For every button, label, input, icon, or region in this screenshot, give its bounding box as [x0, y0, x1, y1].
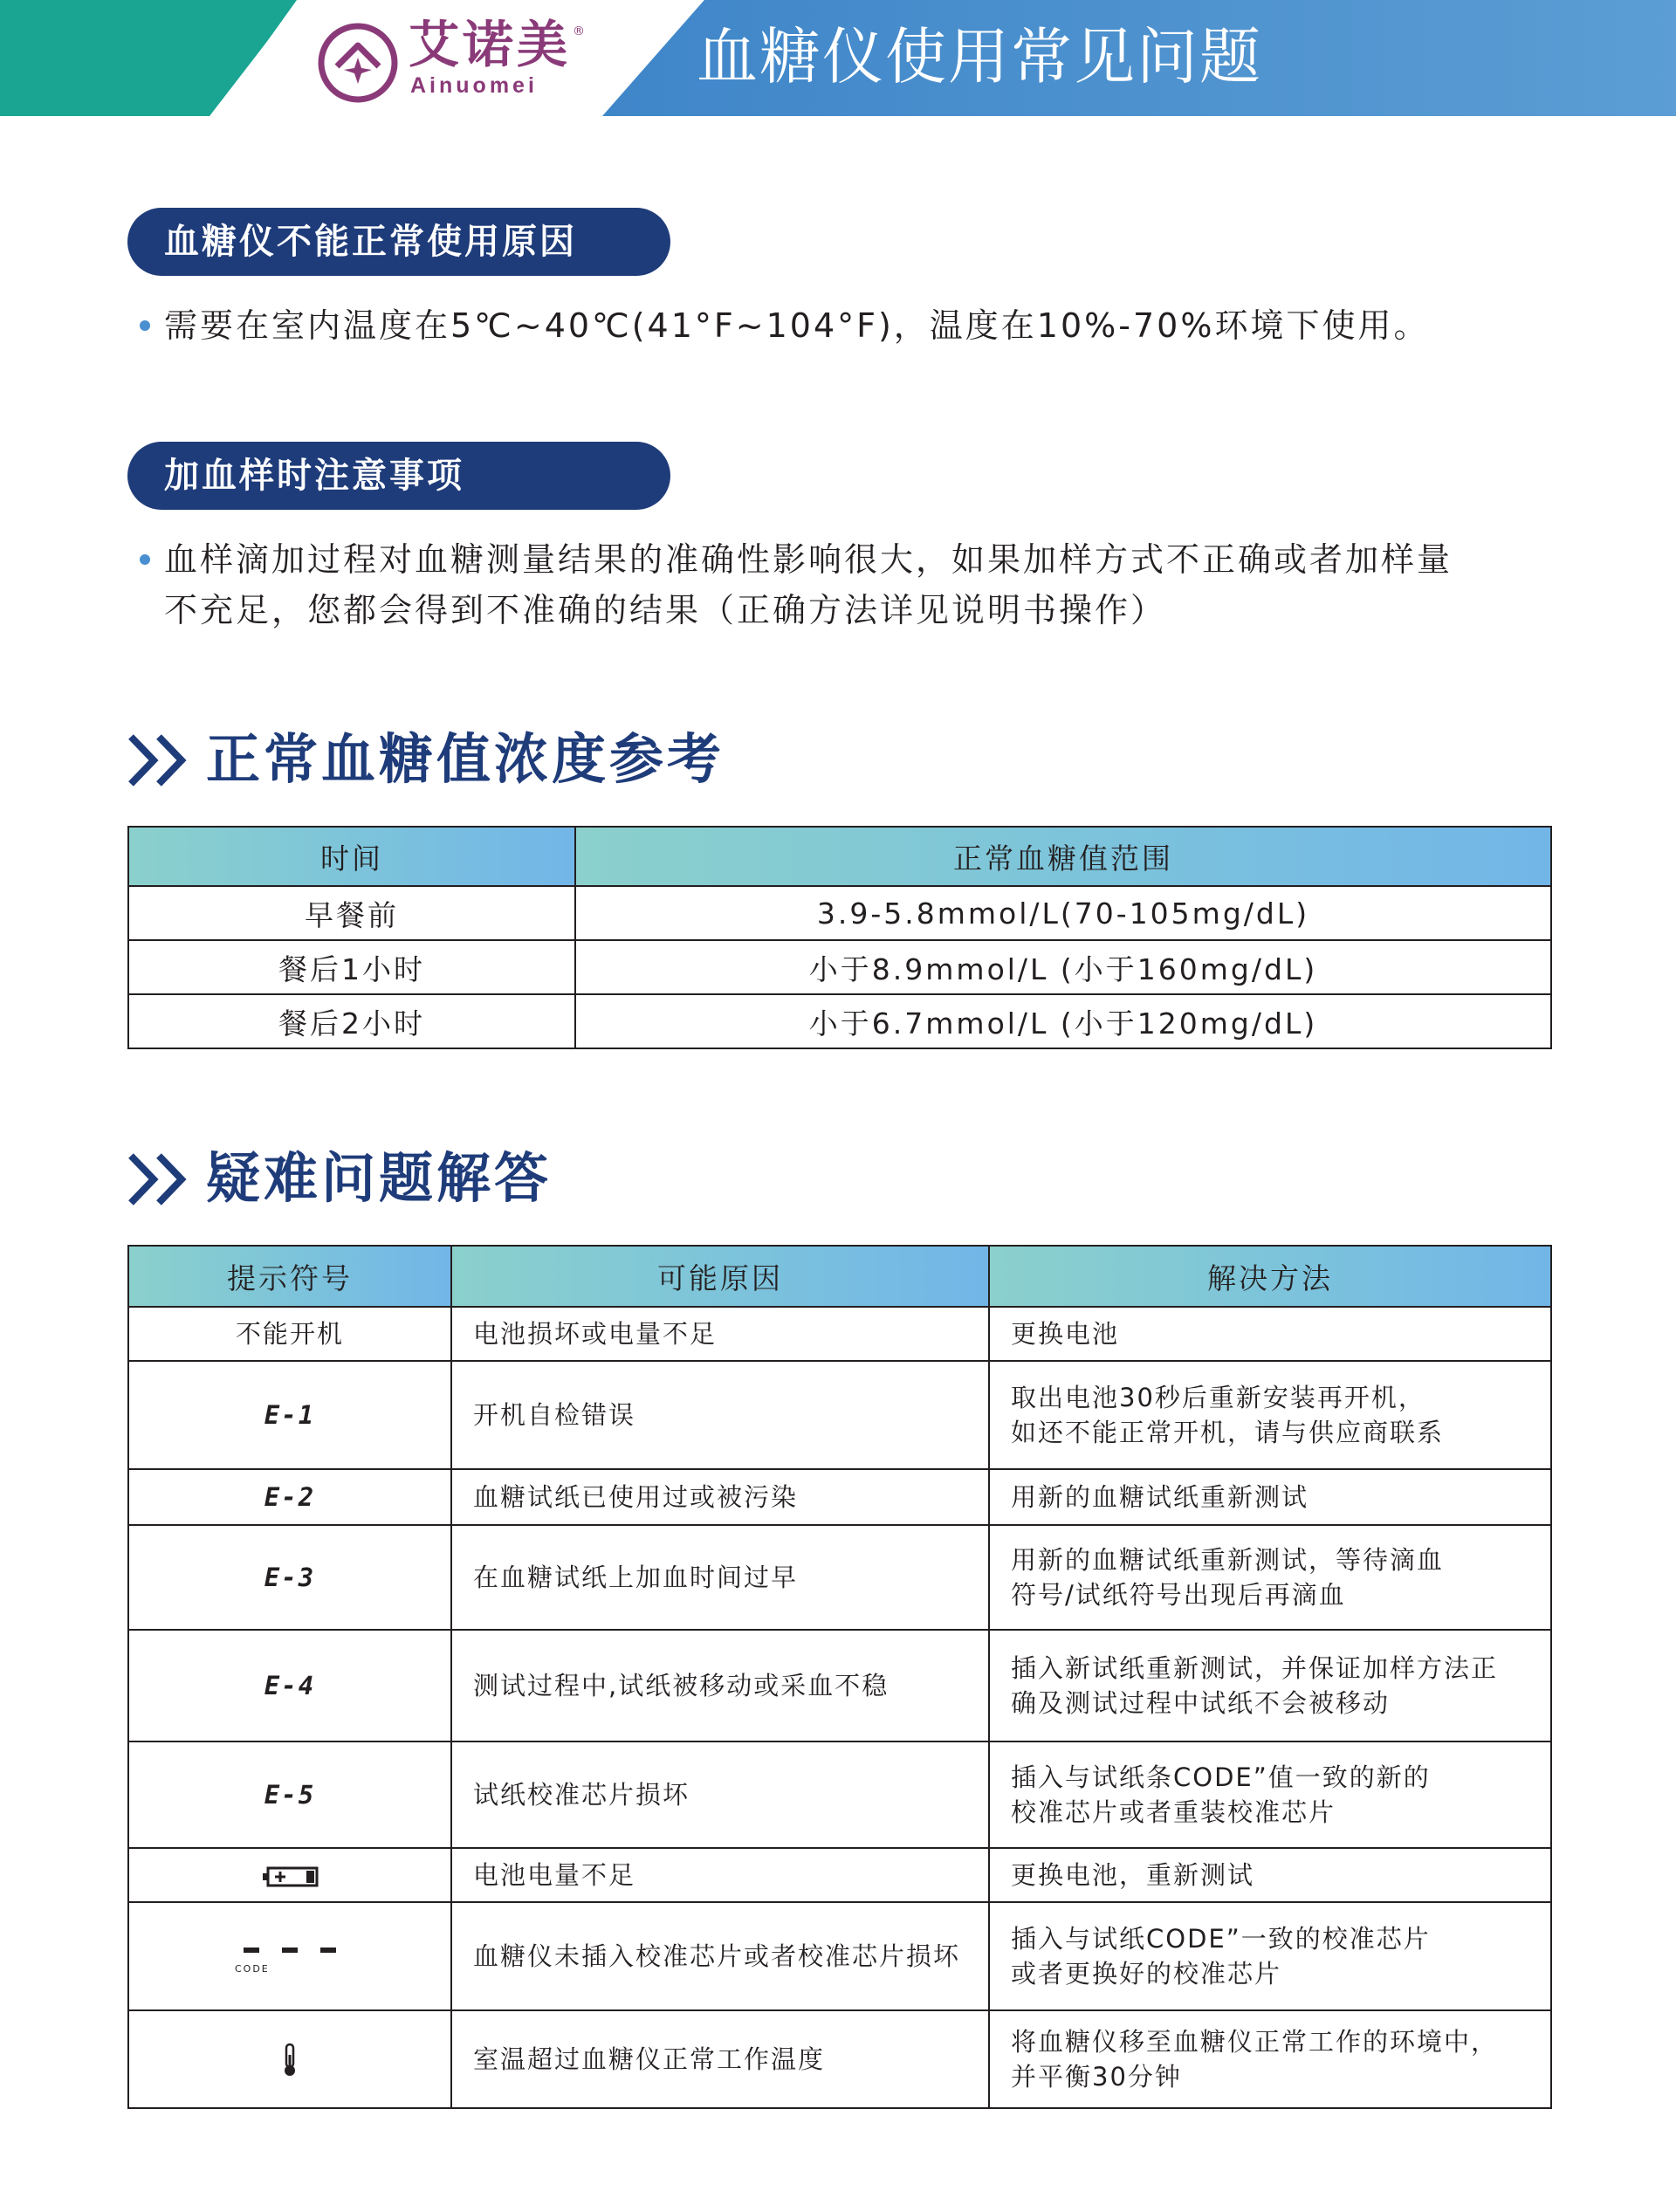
- section-heading-text: 正常血糖值浓度参考: [206, 727, 725, 791]
- sample-notes-line-1: 血样滴加过程对血糖测量结果的准确性影响很大，如果加样方式不正确或者加样量: [164, 540, 1453, 579]
- cause-cell: 试纸校准芯片损坏: [451, 1741, 989, 1848]
- error-code-cell: E-3: [128, 1525, 451, 1630]
- battery-low-icon: [261, 1865, 319, 1888]
- solution-cell: 更换电池: [989, 1307, 1551, 1361]
- thermometer-icon: [281, 2043, 299, 2078]
- time-cell: 早餐前: [128, 886, 575, 940]
- symbol-cell: [128, 1902, 451, 2010]
- column-header-cause: 可能原因: [451, 1246, 989, 1307]
- table-row: [128, 1469, 1551, 1525]
- table-row: [128, 1848, 1551, 1902]
- column-header-time: 时间: [128, 827, 575, 886]
- solution-cell: 插入与试纸条CODE”值一致的新的 校准芯片或者重装校准芯片: [989, 1741, 1551, 1848]
- section-heading-text: 疑难问题解答: [206, 1146, 553, 1210]
- solution-cell: 插入与试纸CODE”一致的校准芯片 或者更换好的校准芯片: [989, 1902, 1551, 2010]
- solution-cell: 将血糖仪移至血糖仪正常工作的环境中， 并平衡30分钟: [989, 2010, 1551, 2108]
- usage-conditions-paragraph: [140, 300, 1536, 351]
- error-code-cell: E-1: [128, 1361, 451, 1469]
- table-row: [128, 1361, 1551, 1469]
- code-dashes-icon: [233, 1932, 347, 1981]
- cause-cell: 电池损坏或电量不足: [451, 1307, 989, 1361]
- range-cell: 3.9-5.8mmol/L(70-105mg/dL): [575, 886, 1551, 940]
- range-cell: 小于6.7mmol/L (小于120mg/dL): [575, 994, 1551, 1048]
- error-code-cell: E-4: [128, 1630, 451, 1741]
- solution-cell: 用新的血糖试纸重新测试: [989, 1469, 1551, 1525]
- cause-cell: 室温超过血糖仪正常工作温度: [451, 2010, 989, 2108]
- time-cell: 餐后2小时: [128, 994, 575, 1048]
- table-row: [128, 886, 1551, 940]
- error-code-cell: E-2: [128, 1469, 451, 1525]
- column-header-symbol: 提示符号: [128, 1246, 451, 1307]
- table-row: [128, 1307, 1551, 1361]
- time-cell: 餐后1小时: [128, 940, 575, 994]
- page-title: 血糖仪使用常见问题: [697, 21, 1262, 93]
- sample-notes-paragraph: [140, 534, 1571, 635]
- double-chevron-icon: [127, 1151, 192, 1208]
- solution-cell: 取出电池30秒后重新安装再开机， 如还不能正常开机，请与供应商联系: [989, 1361, 1551, 1469]
- cause-cell: 开机自检错误: [451, 1361, 989, 1469]
- section-title-usage-conditions: 血糖仪不能正常使用原因: [127, 208, 670, 276]
- table-row: [128, 1741, 1551, 1848]
- table-row: [128, 1525, 1551, 1630]
- column-header-solution: 解决方法: [989, 1246, 1551, 1307]
- cause-cell: 血糖仪未插入校准芯片或者校准芯片损坏: [451, 1902, 989, 2010]
- table-row: [128, 940, 1551, 994]
- cause-cell: 在血糖试纸上加血时间过早: [451, 1525, 989, 1630]
- table-row: [128, 2010, 1551, 2108]
- section-title-sample-notes: 加血样时注意事项: [127, 442, 670, 510]
- error-code-cell: E-5: [128, 1741, 451, 1848]
- column-header-range: 正常血糖值范围: [575, 827, 1551, 886]
- solution-cell: 更换电池，重新测试: [989, 1848, 1551, 1902]
- double-chevron-icon: [127, 732, 192, 789]
- brand-registered-mark: ®: [573, 24, 585, 38]
- table-header-row: [128, 1246, 1551, 1307]
- house-logo-icon: [318, 23, 398, 103]
- cause-cell: 测试过程中,试纸被移动或采血不稳: [451, 1630, 989, 1741]
- bullet-dot: [140, 554, 150, 565]
- table-row: [128, 994, 1551, 1048]
- table-row: [128, 1630, 1551, 1741]
- brand-subtitle: Ainuomei: [410, 73, 538, 98]
- usage-conditions-text: 需要在室内温度在5℃~40℃(41°F~104°F)，温度在10%-70%环境下使用。: [164, 306, 1430, 345]
- solution-cell: 插入新试纸重新测试，并保证加样方法正 确及测试过程中试纸不会被移动: [989, 1630, 1551, 1741]
- code-label: CODE: [235, 1963, 270, 1975]
- troubleshooting-table: [127, 1245, 1552, 2109]
- brand-name: 艾诺美: [409, 15, 572, 74]
- symbol-cell: [128, 2010, 451, 2108]
- solution-cell: 用新的血糖试纸重新测试，等待滴血 符号/试纸符号出现后再滴血: [989, 1525, 1551, 1630]
- glucose-reference-table: [127, 826, 1552, 1049]
- sample-notes-line-2: 不充足，您都会得到不准确的结果（正确方法详见说明书操作）: [164, 591, 1167, 629]
- range-cell: 小于8.9mmol/L (小于160mg/dL): [575, 940, 1551, 994]
- symbol-cell: [128, 1848, 451, 1902]
- cause-cell: 电池电量不足: [451, 1848, 989, 1902]
- bullet-dot: [140, 320, 150, 331]
- table-header-row: [128, 827, 1551, 886]
- symbol-cell: 不能开机: [128, 1307, 451, 1361]
- table-row: [128, 1902, 1551, 2010]
- cause-cell: 血糖试纸已使用过或被污染: [451, 1469, 989, 1525]
